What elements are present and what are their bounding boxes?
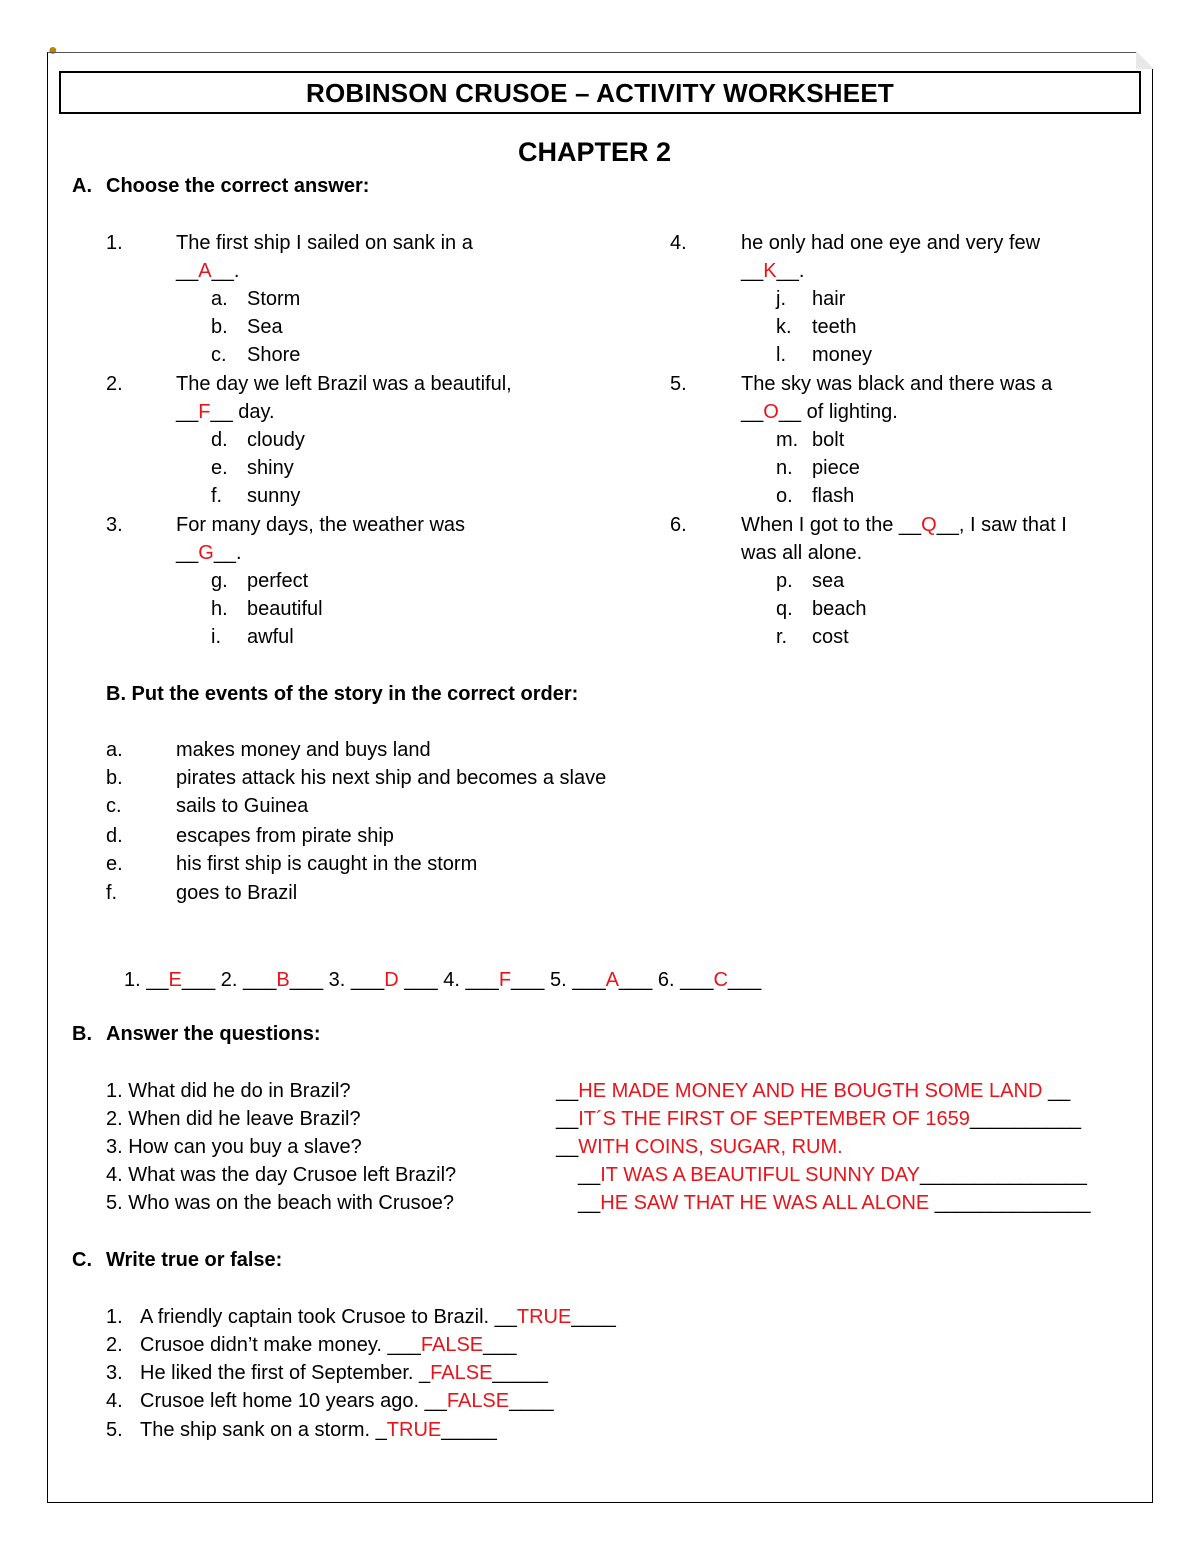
answer-line: [556, 1105, 1081, 1133]
answer-line: [578, 1161, 1087, 1189]
question-number: 1.: [106, 232, 123, 254]
question-number: 6.: [670, 514, 687, 536]
event-text: pirates attack his next ship and becomes a slave: [176, 767, 607, 789]
question-text: For many days, the weather was: [176, 514, 466, 536]
blank: __________: [969, 1108, 1082, 1130]
blank: ____: [571, 1306, 616, 1328]
question-text: [741, 511, 1067, 539]
answer-line: [556, 1133, 843, 1161]
option-text: Shore: [247, 344, 301, 366]
statement: [140, 1416, 497, 1444]
event-text: his first ship is caught in the storm: [176, 853, 478, 875]
option-label: l.: [776, 344, 786, 366]
question-text: 3. How can you buy a slave?: [106, 1136, 362, 1158]
order-answer: A: [605, 969, 619, 991]
order-slot: [658, 969, 761, 991]
event-text: escapes from pirate ship: [176, 825, 394, 847]
blank: ___: [289, 969, 329, 991]
statement-text: Crusoe left home 10 years ago. __: [140, 1390, 447, 1412]
answer-value: G: [198, 542, 214, 564]
option-text: cost: [812, 626, 849, 648]
blank: __: [176, 542, 199, 564]
statement-number: 4.: [106, 1390, 123, 1412]
option-label: k.: [776, 316, 792, 338]
blank: __.: [776, 260, 805, 282]
statement: [140, 1359, 548, 1387]
blank: __: [578, 1192, 601, 1214]
section-c-heading: Write true or false:: [106, 1249, 283, 1271]
order-slot: [329, 969, 444, 991]
option-text: awful: [247, 626, 294, 648]
blank: _____: [492, 1362, 549, 1384]
section-b-heading: Answer the questions:: [106, 1023, 321, 1045]
option-text: Storm: [247, 288, 301, 310]
question-text-end: __, I saw that I: [936, 514, 1067, 536]
statement-text: He liked the first of September. _: [140, 1362, 431, 1384]
option-label: b.: [211, 316, 228, 338]
option-text: beach: [812, 598, 867, 620]
section-c-letter: C.: [72, 1249, 92, 1271]
option-text: cloudy: [247, 429, 305, 451]
answer-value: FALSE: [420, 1334, 484, 1356]
blank: __: [578, 1164, 601, 1186]
section-b-letter: B.: [72, 1023, 92, 1045]
chapter-heading: CHAPTER 2: [518, 137, 672, 167]
answer-value: HE MADE MONEY AND HE BOUGTH SOME LAND: [578, 1080, 1043, 1102]
option-label: f.: [211, 485, 223, 507]
answer-value: HE SAW THAT HE WAS ALL ALONE: [600, 1192, 930, 1214]
blank: _____: [441, 1419, 497, 1441]
question-number: 4.: [670, 232, 687, 254]
event-text: goes to Brazil: [176, 882, 298, 904]
answer-value: TRUE: [386, 1419, 442, 1441]
answer-value: IT´S THE FIRST OF SEPTEMBER OF 1659: [578, 1108, 970, 1130]
question-text: 4. What was the day Crusoe left Brazil?: [106, 1164, 457, 1186]
option-text: money: [812, 344, 873, 366]
blank: ___: [398, 969, 444, 991]
answer-value: IT WAS A BEAUTIFUL SUNNY DAY: [600, 1164, 920, 1186]
blank: ______________: [929, 1192, 1091, 1214]
option-label: g.: [211, 570, 228, 592]
blank: __: [1042, 1080, 1071, 1102]
answer-line: [741, 398, 898, 426]
option-text: Sea: [247, 316, 283, 338]
order-slot: [221, 969, 329, 991]
event-label: e.: [106, 853, 123, 875]
blank: __: [556, 1080, 579, 1102]
blank: ___: [727, 969, 762, 991]
answer-value: WITH COINS, SUGAR, RUM.: [578, 1136, 843, 1158]
statement: [140, 1331, 517, 1359]
answer-line: [578, 1189, 1091, 1217]
option-text: bolt: [812, 429, 845, 451]
order-slot: [124, 969, 221, 991]
question-number: 3.: [106, 514, 123, 536]
blank: ___: [618, 969, 658, 991]
answer-line: [176, 257, 239, 285]
event-text: sails to Guinea: [176, 795, 309, 817]
option-label: d.: [211, 429, 228, 451]
option-text: beautiful: [247, 598, 323, 620]
question-text: he only had one eye and very few: [741, 232, 1041, 254]
order-answer: E: [168, 969, 182, 991]
question-text: The day we left Brazil was a beautiful,: [176, 373, 512, 395]
section-b-order-heading: B. Put the events of the story in the correct order:: [106, 683, 579, 705]
question-text: 1. What did he do in Brazil?: [106, 1080, 351, 1102]
order-number: 3. ___: [328, 969, 385, 991]
blank: __.: [213, 542, 242, 564]
question-text: The sky was black and there was a: [741, 373, 1053, 395]
order-answer: F: [498, 969, 512, 991]
blank: ____: [509, 1390, 554, 1412]
question-text-line2: was all alone.: [741, 542, 863, 564]
option-label: j.: [776, 288, 786, 310]
event-label: d.: [106, 825, 123, 847]
option-text: sea: [812, 570, 845, 592]
blank: __: [741, 260, 764, 282]
question-text-start: When I got to the __: [741, 514, 922, 536]
answer-value: Q: [921, 514, 937, 536]
statement: [140, 1303, 616, 1331]
option-label: a.: [211, 288, 228, 310]
answer-value: F: [198, 401, 211, 423]
page-fold-corner: [1136, 51, 1154, 69]
option-label: o.: [776, 485, 793, 507]
section-a-heading: Choose the correct answer:: [106, 175, 370, 197]
answer-line: [176, 398, 275, 426]
answer-value: FALSE: [446, 1390, 510, 1412]
order-answers: [124, 966, 761, 994]
answer-value: K: [763, 260, 777, 282]
statement-text: A friendly captain took Crusoe to Brazil. __: [140, 1306, 517, 1328]
option-text: sunny: [247, 485, 301, 507]
pin-icon: ●: [48, 42, 58, 59]
blank: __: [176, 401, 199, 423]
option-label: m.: [776, 429, 799, 451]
statement-number: 3.: [106, 1362, 123, 1384]
option-text: hair: [812, 288, 846, 310]
answer-line: [741, 257, 804, 285]
blank: ___: [181, 969, 221, 991]
event-label: b.: [106, 767, 123, 789]
answer-value: TRUE: [516, 1306, 572, 1328]
order-answer: D: [384, 969, 399, 991]
option-label: c.: [211, 344, 227, 366]
order-number: 2. ___: [220, 969, 277, 991]
question-number: 2.: [106, 373, 123, 395]
statement-number: 5.: [106, 1419, 123, 1441]
section-a-letter: A.: [72, 175, 92, 197]
blank: __ day.: [210, 401, 275, 423]
answer-value: O: [763, 401, 779, 423]
statement: [140, 1387, 554, 1415]
order-slot: [443, 969, 550, 991]
option-label: i.: [211, 626, 221, 648]
worksheet-title: ROBINSON CRUSOE – ACTIVITY WORKSHEET: [306, 78, 894, 108]
question-number: 5.: [670, 373, 687, 395]
answer-value: A: [198, 260, 212, 282]
statement-number: 1.: [106, 1306, 123, 1328]
option-label: n.: [776, 457, 793, 479]
question-text: The first ship I sailed on sank in a: [176, 232, 473, 254]
option-label: h.: [211, 598, 228, 620]
order-number: 5. ___: [549, 969, 606, 991]
blank: _______________: [919, 1164, 1087, 1186]
blank: __.: [211, 260, 240, 282]
option-label: q.: [776, 598, 793, 620]
blank: __: [556, 1136, 579, 1158]
question-text: 5. Who was on the beach with Crusoe?: [106, 1192, 454, 1214]
option-text: perfect: [247, 570, 309, 592]
blank: ___: [483, 1334, 517, 1356]
event-label: a.: [106, 739, 123, 761]
answer-line: [176, 539, 242, 567]
order-number: 4. ___: [443, 969, 499, 991]
worksheet-title-box: [59, 71, 1141, 114]
order-answer: B: [276, 969, 290, 991]
option-label: e.: [211, 457, 228, 479]
option-label: p.: [776, 570, 793, 592]
order-answer: C: [713, 969, 728, 991]
question-text: 2. When did he leave Brazil?: [106, 1108, 361, 1130]
order-number: 6. ___: [657, 969, 714, 991]
statement-text: Crusoe didn’t make money. ___: [140, 1334, 421, 1356]
option-text: shiny: [247, 457, 294, 479]
statement-number: 2.: [106, 1334, 123, 1356]
event-text: makes money and buys land: [176, 739, 431, 761]
event-label: f.: [106, 882, 118, 904]
option-text: flash: [812, 485, 855, 507]
option-label: r.: [776, 626, 788, 648]
blank: __: [176, 260, 199, 282]
statement-text: The ship sank on a storm. _: [140, 1419, 387, 1441]
option-text: teeth: [812, 316, 857, 338]
order-number: 1. __: [124, 969, 169, 991]
option-text: piece: [812, 457, 860, 479]
event-label: c.: [106, 795, 122, 817]
answer-line: [556, 1077, 1070, 1105]
blank: __ of lighting.: [778, 401, 898, 423]
answer-value: FALSE: [430, 1362, 493, 1384]
blank: __: [741, 401, 764, 423]
blank: ___: [511, 969, 550, 991]
blank: __: [556, 1108, 579, 1130]
order-slot: [550, 969, 658, 991]
